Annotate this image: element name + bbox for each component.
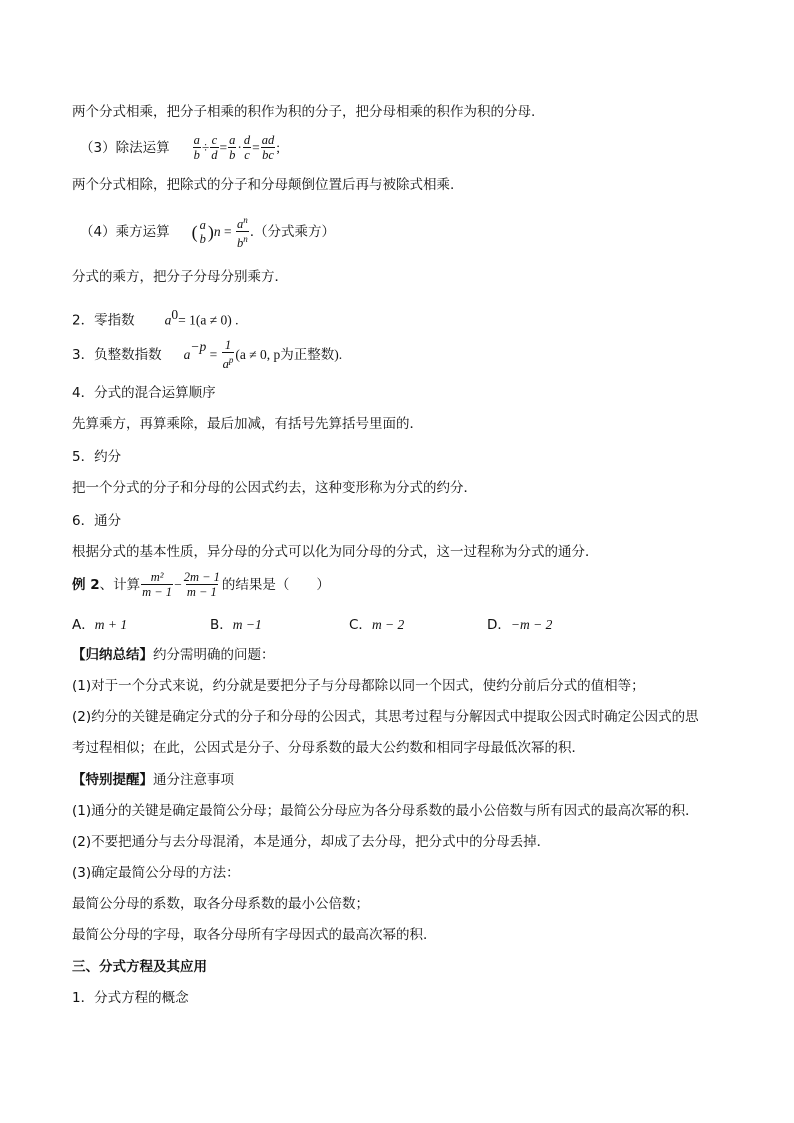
text-line: (2)约分的关键是确定分式的分子和分母的公因式，其思考过程与分解因式中提取公因式时确定公因式的思 [72,709,699,725]
fraction: $\frac{ad}{bc}$ [261,133,275,162]
option-d: D．−m − 2 [487,617,553,633]
text-line: 两个分式相除，把除式的分子和分母颠倒位置后再与被除式相乘. [72,177,455,193]
summary-heading: 【归纳总结】约分需明确的问题： [72,647,275,663]
text-line: 6．通分 [72,513,122,529]
text-line: (3)确定最简公分母的方法： [72,865,240,881]
text-line: 4．分式的混合运算顺序 [72,385,216,401]
option-b: B．m −1 [210,617,262,633]
text-line: (1)对于一个分式来说，约分就是要把分子与分母都除以同一个因式，使约分前后分式的值相等； [72,678,645,694]
zero-exponent-rule: 2．零指数 $a^0= 1(a \ne 0)$ . [72,307,239,329]
option-a: A．m + 1 [72,617,128,633]
text-line: 根据分式的基本性质，异分母的分式可以化为同分母的分式，这一过程称为分式的通分． [72,544,599,560]
text-line: (1)通分的关键是确定最简公分母；最简公分母应为各分母系数的最小公倍数与所有因式的最高次幂的积． [72,803,699,819]
option-c: C．m − 2 [349,617,405,633]
example-question: 例 2 、计算 $\frac{\text{m²}}{m - 1}$ − $\frac{2m - 1}{m - 1}$ 的结果是（ ） [72,570,330,599]
text-line: 5．约分 [72,449,122,465]
text-line: 把一个分式的分子和分母的公因式约去，这种变形称为分式的约分． [72,480,477,496]
text-line: 最简公分母的字母，取各分母所有字母因式的最高次幂的积. [72,927,428,943]
fraction: $\frac{a}{b}$ [229,133,236,162]
text-line: 两个分式相乘，把分子相乘的积作为积的分子，把分母相乘的积作为积的分母. [72,104,536,120]
tip-heading: 【特别提醒】通分注意事项 [72,772,234,788]
text-line: (2)不要把通分与去分母混淆，本是通分，却成了去分母，把分式中的分母丢掉． [72,834,551,850]
subsection-heading: 1．分式方程的概念 [72,990,189,1006]
fraction: $\frac{1}{a^p}$ [222,338,234,372]
text-line: 考过程相似；在此，公因式是分子、分母系数的最大公约数和相同字母最低次幂的积． [72,740,585,756]
power-rule: （4）乘方运算 ( a b ) n = $\frac{a^n}{b^n}$ .（分式乘方） [80,215,336,251]
fraction: a b [199,217,206,246]
power-label: （4）乘方运算 [80,223,170,240]
text-line: 分式的乘方，把分子分母分别乘方． [72,269,288,285]
fraction: $\frac{a^n}{b^n}$ [236,215,248,251]
text-line: 最简公分母的系数，取各分母系数的最小公倍数； [72,896,369,912]
division-label: （3）除法运算 [80,139,170,156]
text-line: 先算乘方，再算乘除，最后加减，有括号先算括号里面的． [72,416,423,432]
fraction: $\frac{\text{m²}}{m - 1}$ [142,570,173,599]
fraction: $\frac{2m - 1}{m - 1}$ [183,570,220,599]
negative-exponent-rule: 3．负整数指数 a −p = $\frac{1}{a^p}$ (a ≠ 0, p为正整数). [72,338,343,372]
fraction: $\frac{a}{b}$ [193,133,200,162]
example-label: 例 2 [72,576,100,593]
section-heading: 三、分式方程及其应用 [72,959,207,975]
division-rule: （3）除法运算 $\frac{a}{b}$ ÷ $\frac{c}{d}$ = $\frac{a}{b}$ · $\frac{d}{c}$ = $\frac{ad}{bc}$ ; [80,133,281,162]
fraction: $\frac{d}{c}$ [243,133,251,162]
fraction: $\frac{c}{d}$ [211,133,218,162]
